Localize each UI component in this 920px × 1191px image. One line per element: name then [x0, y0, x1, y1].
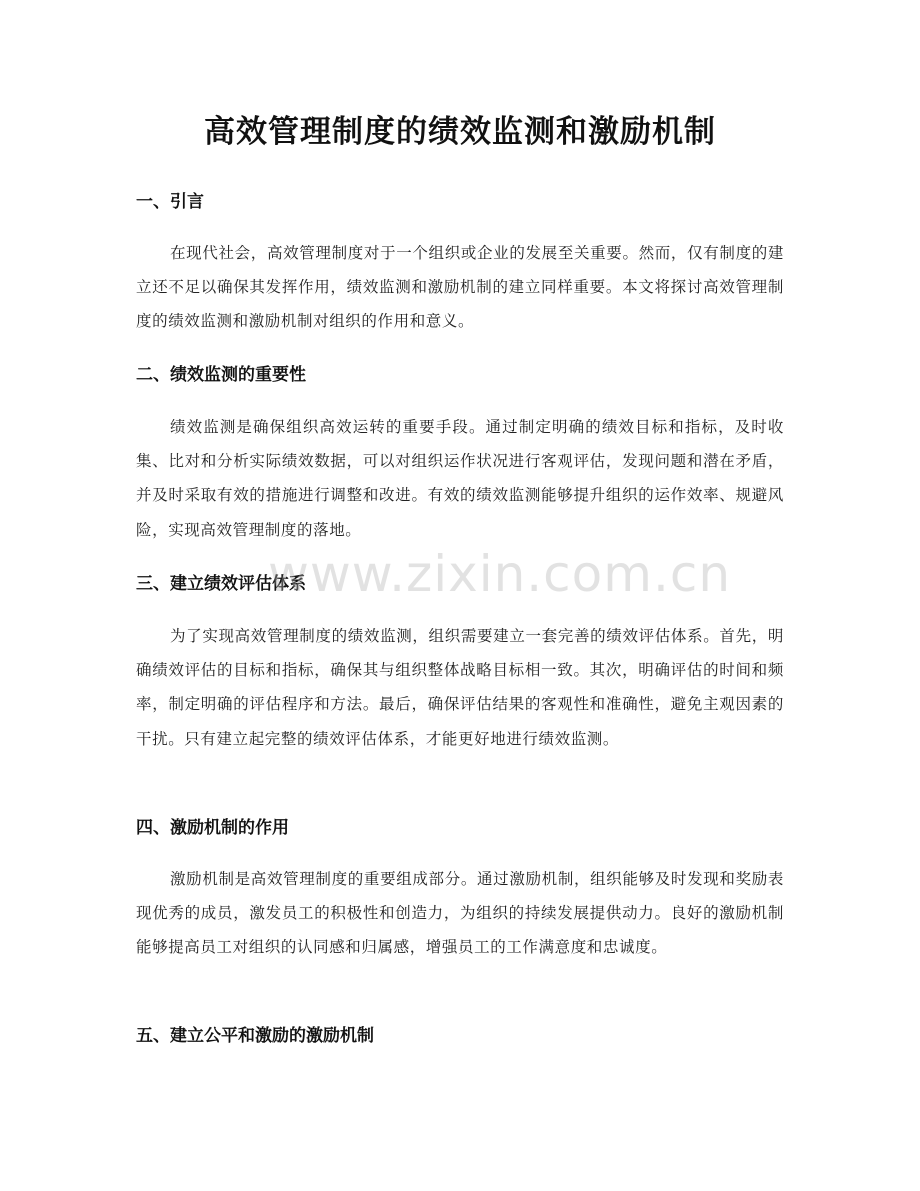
document-title: 高效管理制度的绩效监测和激励机制	[204, 114, 716, 150]
section-heading-incentive-role: 四、激励机制的作用	[136, 818, 289, 838]
section-heading-evaluation-system: 三、建立绩效评估体系	[136, 574, 306, 594]
section-paragraph-monitoring-importance: 绩效监测是确保组织高效运转的重要手段。通过制定明确的绩效目标和指标，及时收集、比对和分析实际绩效数据，可以对组织运作状况进行客观评估，发现问题和潜在矛盾，并及时采取有效的措施进行调整和改进。有效的绩效监测能够提升组织的运作效率、规避风险，实现高效管理制度的落地。	[136, 418, 784, 539]
section-paragraph-incentive-role: 激励机制是高效管理制度的重要组成部分。通过激励机制，组织能够及时发现和奖励表现优秀的成员，激发员工的积极性和创造力，为组织的持续发展提供动力。良好的激励机制能够提高员工对组织的认同感和归属感，增强员工的工作满意度和忠诚度。	[136, 870, 784, 957]
section-paragraph-introduction: 在现代社会，高效管理制度对于一个组织或企业的发展至关重要。然而，仅有制度的建立还不足以确保其发挥作用，绩效监测和激励机制的建立同样重要。本文将探讨高效管理制度的绩效监测和激励机制对组织的作用和意义。	[136, 244, 784, 331]
section-paragraph-evaluation-system: 为了实现高效管理制度的绩效监测，组织需要建立一套完善的绩效评估体系。首先，明确绩效评估的目标和指标，确保其与组织整体战略目标相一致。其次，明确评估的时间和频率，制定明确的评估程序和方法。最后，确保评估结果的客观性和准确性，避免主观因素的干扰。只有建立起完整的绩效评估体系，才能更好地进行绩效监测。	[136, 627, 784, 748]
section-heading-introduction: 一、引言	[136, 192, 204, 212]
section-heading-fair-incentive: 五、建立公平和激励的激励机制	[136, 1026, 374, 1046]
watermark-text: www.zixin.com.cn	[268, 545, 732, 603]
section-heading-monitoring-importance: 二、绩效监测的重要性	[136, 365, 306, 385]
